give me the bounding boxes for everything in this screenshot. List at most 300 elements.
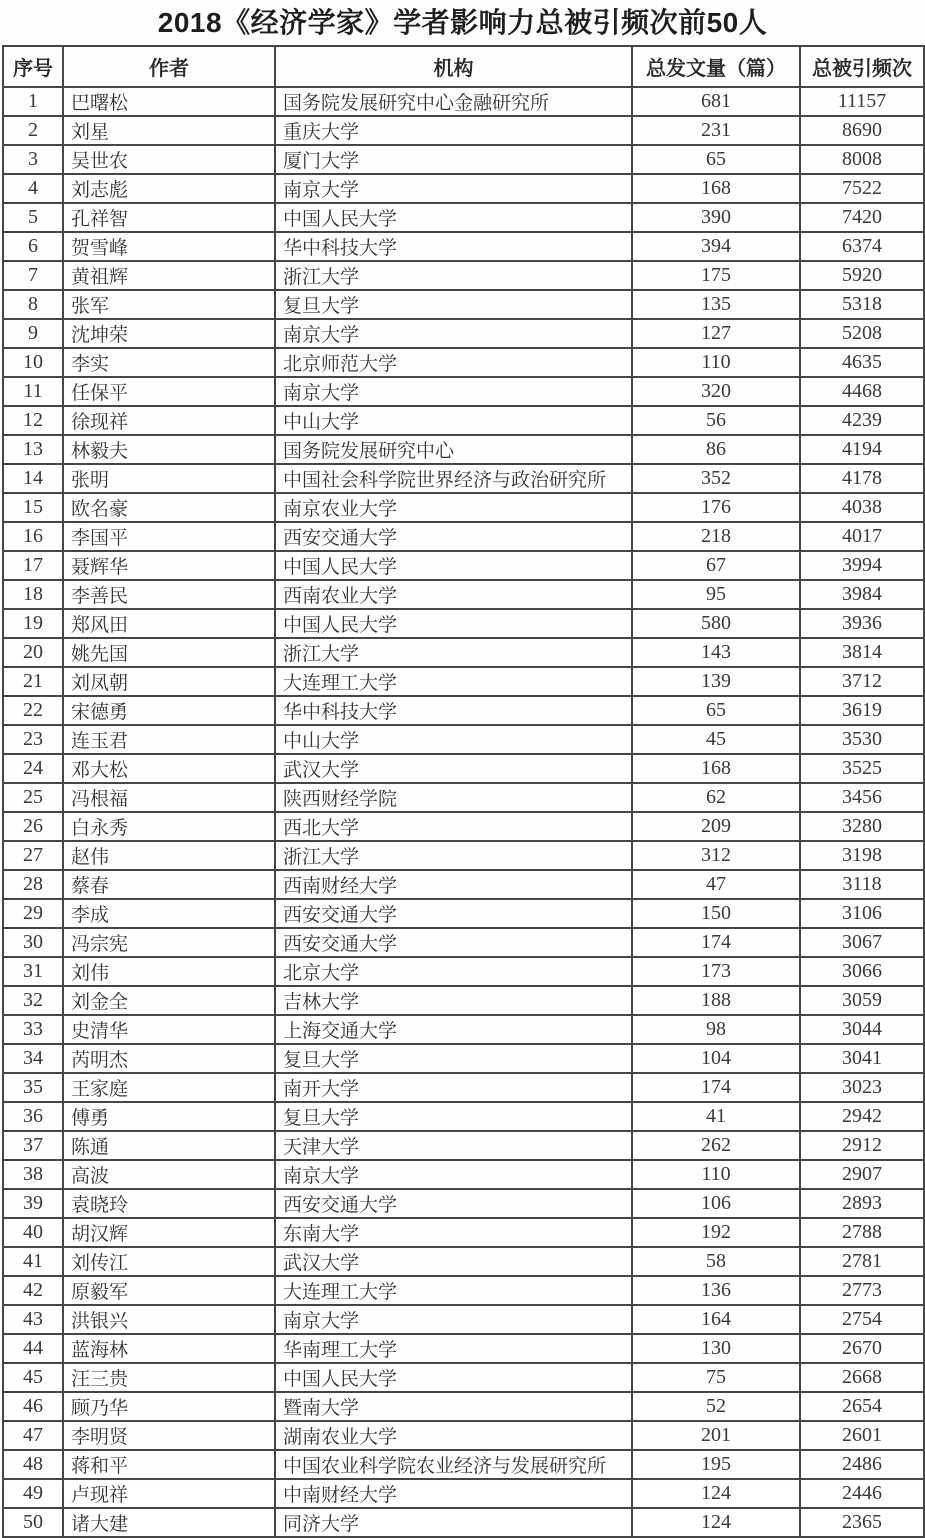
author-cell: 芮明杰: [63, 1044, 275, 1073]
author-cell: 蓝海林: [63, 1334, 275, 1363]
publications-cell: 173: [632, 957, 800, 986]
table-row: [3, 1189, 924, 1218]
institution-cell: 华中科技大学: [275, 696, 632, 725]
publications-cell: 231: [632, 116, 800, 145]
citations-cell: 4468: [800, 377, 924, 406]
rank-cell: 14: [3, 464, 63, 493]
table-row: [3, 116, 924, 145]
publications-cell: 62: [632, 783, 800, 812]
rank-cell: 46: [3, 1392, 63, 1421]
author-cell: 刘伟: [63, 957, 275, 986]
table-row: [3, 899, 924, 928]
publications-cell: 98: [632, 1015, 800, 1044]
institution-cell: 暨南大学: [275, 1392, 632, 1421]
publications-cell: 164: [632, 1305, 800, 1334]
author-cell: 聂辉华: [63, 551, 275, 580]
publications-cell: 175: [632, 261, 800, 290]
rank-cell: 9: [3, 319, 63, 348]
citations-cell: 4017: [800, 522, 924, 551]
author-cell: 宋德勇: [63, 696, 275, 725]
table-row: [3, 1508, 924, 1537]
publications-cell: 209: [632, 812, 800, 841]
table-row: [3, 348, 924, 377]
author-cell: 李实: [63, 348, 275, 377]
rank-cell: 21: [3, 667, 63, 696]
publications-cell: 192: [632, 1218, 800, 1247]
table-row: [3, 1305, 924, 1334]
table-row: [3, 1073, 924, 1102]
rank-cell: 6: [3, 232, 63, 261]
header-author: 作者: [63, 46, 275, 87]
publications-cell: 168: [632, 754, 800, 783]
rank-cell: 8: [3, 290, 63, 319]
author-cell: 李成: [63, 899, 275, 928]
rank-cell: 41: [3, 1247, 63, 1276]
institution-cell: 中国农业科学院农业经济与发展研究所: [275, 1450, 632, 1479]
table-row: [3, 957, 924, 986]
rank-cell: 44: [3, 1334, 63, 1363]
rank-cell: 10: [3, 348, 63, 377]
table-row: [3, 812, 924, 841]
table-row: [3, 1015, 924, 1044]
rank-cell: 39: [3, 1189, 63, 1218]
author-cell: 胡汉辉: [63, 1218, 275, 1247]
rank-cell: 2: [3, 116, 63, 145]
author-cell: 刘星: [63, 116, 275, 145]
table-row: [3, 638, 924, 667]
header-rank: 序号: [3, 46, 63, 87]
citations-cell: 2654: [800, 1392, 924, 1421]
citations-cell: 3041: [800, 1044, 924, 1073]
rank-cell: 42: [3, 1276, 63, 1305]
citations-cell: 3106: [800, 899, 924, 928]
author-cell: 傅勇: [63, 1102, 275, 1131]
rank-cell: 18: [3, 580, 63, 609]
publications-cell: 195: [632, 1450, 800, 1479]
table-row: [3, 87, 924, 116]
citations-cell: 5318: [800, 290, 924, 319]
table-row: [3, 1218, 924, 1247]
author-cell: 李国平: [63, 522, 275, 551]
citations-cell: 6374: [800, 232, 924, 261]
institution-cell: 同济大学: [275, 1508, 632, 1537]
publications-cell: 320: [632, 377, 800, 406]
publications-cell: 176: [632, 493, 800, 522]
institution-cell: 国务院发展研究中心金融研究所: [275, 87, 632, 116]
table-row: [3, 493, 924, 522]
institution-cell: 浙江大学: [275, 841, 632, 870]
rank-cell: 38: [3, 1160, 63, 1189]
institution-cell: 武汉大学: [275, 1247, 632, 1276]
institution-cell: 复旦大学: [275, 290, 632, 319]
rank-cell: 25: [3, 783, 63, 812]
publications-cell: 41: [632, 1102, 800, 1131]
rank-cell: 31: [3, 957, 63, 986]
publications-cell: 262: [632, 1131, 800, 1160]
citations-cell: 3059: [800, 986, 924, 1015]
table-row: [3, 1276, 924, 1305]
institution-cell: 中国人民大学: [275, 551, 632, 580]
institution-cell: 东南大学: [275, 1218, 632, 1247]
table-row: [3, 870, 924, 899]
page-title: 2018《经济学家》学者影响力总被引频次前50人: [157, 7, 768, 38]
institution-cell: 吉林大学: [275, 986, 632, 1015]
header-publications: 总发文量（篇）: [632, 46, 800, 87]
table-row: [3, 696, 924, 725]
citations-cell: 8690: [800, 116, 924, 145]
author-cell: 姚先国: [63, 638, 275, 667]
citations-cell: 8008: [800, 145, 924, 174]
institution-cell: 中国人民大学: [275, 609, 632, 638]
table-body: [3, 87, 924, 1537]
rank-cell: 5: [3, 203, 63, 232]
publications-cell: 52: [632, 1392, 800, 1421]
author-cell: 李善民: [63, 580, 275, 609]
publications-cell: 139: [632, 667, 800, 696]
citations-cell: 2670: [800, 1334, 924, 1363]
publications-cell: 312: [632, 841, 800, 870]
table-row: [3, 522, 924, 551]
table-row: [3, 1160, 924, 1189]
table-row: [3, 551, 924, 580]
institution-cell: 南京农业大学: [275, 493, 632, 522]
publications-cell: 394: [632, 232, 800, 261]
institution-cell: 浙江大学: [275, 638, 632, 667]
institution-cell: 中国社会科学院世界经济与政治研究所: [275, 464, 632, 493]
institution-cell: 西安交通大学: [275, 1189, 632, 1218]
institution-cell: 西安交通大学: [275, 899, 632, 928]
institution-cell: 南京大学: [275, 319, 632, 348]
table-row: [3, 841, 924, 870]
citations-cell: 3619: [800, 696, 924, 725]
table-row: [3, 1247, 924, 1276]
publications-cell: 174: [632, 928, 800, 957]
rank-cell: 36: [3, 1102, 63, 1131]
citations-cell: 2788: [800, 1218, 924, 1247]
rank-cell: 1: [3, 87, 63, 116]
author-cell: 张明: [63, 464, 275, 493]
institution-cell: 上海交通大学: [275, 1015, 632, 1044]
header-institution: 机构: [275, 46, 632, 87]
citations-cell: 2773: [800, 1276, 924, 1305]
citations-cell: 4194: [800, 435, 924, 464]
citations-cell: 2486: [800, 1450, 924, 1479]
citation-ranking-table: [2, 45, 925, 1538]
author-cell: 冯宗宪: [63, 928, 275, 957]
author-cell: 张军: [63, 290, 275, 319]
citations-cell: 5208: [800, 319, 924, 348]
publications-cell: 130: [632, 1334, 800, 1363]
rank-cell: 16: [3, 522, 63, 551]
author-cell: 林毅夫: [63, 435, 275, 464]
institution-cell: 武汉大学: [275, 754, 632, 783]
table-row: [3, 928, 924, 957]
citations-cell: 2754: [800, 1305, 924, 1334]
rank-cell: 24: [3, 754, 63, 783]
author-cell: 巴曙松: [63, 87, 275, 116]
table-row: [3, 1479, 924, 1508]
institution-cell: 中山大学: [275, 406, 632, 435]
table-row: [3, 145, 924, 174]
rank-cell: 37: [3, 1131, 63, 1160]
publications-cell: 86: [632, 435, 800, 464]
institution-cell: 天津大学: [275, 1131, 632, 1160]
publications-cell: 65: [632, 145, 800, 174]
rank-cell: 3: [3, 145, 63, 174]
publications-cell: 106: [632, 1189, 800, 1218]
publications-cell: 580: [632, 609, 800, 638]
citations-cell: 4239: [800, 406, 924, 435]
publications-cell: 67: [632, 551, 800, 580]
publications-cell: 218: [632, 522, 800, 551]
citations-cell: 4038: [800, 493, 924, 522]
rank-cell: 43: [3, 1305, 63, 1334]
author-cell: 陈通: [63, 1131, 275, 1160]
author-cell: 汪三贵: [63, 1363, 275, 1392]
author-cell: 冯根福: [63, 783, 275, 812]
author-cell: 赵伟: [63, 841, 275, 870]
author-cell: 刘凤朝: [63, 667, 275, 696]
citations-cell: 3023: [800, 1073, 924, 1102]
publications-cell: 174: [632, 1073, 800, 1102]
table-row: [3, 580, 924, 609]
institution-cell: 浙江大学: [275, 261, 632, 290]
author-cell: 洪银兴: [63, 1305, 275, 1334]
citations-cell: 3814: [800, 638, 924, 667]
publications-cell: 681: [632, 87, 800, 116]
publications-cell: 45: [632, 725, 800, 754]
author-cell: 吴世农: [63, 145, 275, 174]
rank-cell: 32: [3, 986, 63, 1015]
institution-cell: 陕西财经学院: [275, 783, 632, 812]
institution-cell: 南京大学: [275, 377, 632, 406]
citations-cell: 3198: [800, 841, 924, 870]
publications-cell: 104: [632, 1044, 800, 1073]
citations-cell: 3067: [800, 928, 924, 957]
publications-cell: 150: [632, 899, 800, 928]
table-row: [3, 174, 924, 203]
institution-cell: 中国人民大学: [275, 1363, 632, 1392]
institution-cell: 西南农业大学: [275, 580, 632, 609]
table-row: [3, 290, 924, 319]
publications-cell: 127: [632, 319, 800, 348]
institution-cell: 中国人民大学: [275, 203, 632, 232]
publications-cell: 201: [632, 1421, 800, 1450]
publications-cell: 58: [632, 1247, 800, 1276]
table-row: [3, 261, 924, 290]
rank-cell: 29: [3, 899, 63, 928]
rank-cell: 34: [3, 1044, 63, 1073]
rank-cell: 22: [3, 696, 63, 725]
publications-cell: 188: [632, 986, 800, 1015]
table-row: [3, 667, 924, 696]
publications-cell: 95: [632, 580, 800, 609]
table-row: [3, 754, 924, 783]
rank-cell: 47: [3, 1421, 63, 1450]
table-row: [3, 609, 924, 638]
rank-cell: 17: [3, 551, 63, 580]
publications-cell: 65: [632, 696, 800, 725]
publications-cell: 75: [632, 1363, 800, 1392]
table-row: [3, 783, 924, 812]
table-row: [3, 232, 924, 261]
author-cell: 卢现祥: [63, 1479, 275, 1508]
rank-cell: 26: [3, 812, 63, 841]
institution-cell: 南京大学: [275, 1160, 632, 1189]
table-row: [3, 1363, 924, 1392]
publications-cell: 135: [632, 290, 800, 319]
rank-cell: 20: [3, 638, 63, 667]
publications-cell: 168: [632, 174, 800, 203]
citations-cell: 3456: [800, 783, 924, 812]
table-row: [3, 319, 924, 348]
table-row: [3, 1450, 924, 1479]
institution-cell: 西安交通大学: [275, 522, 632, 551]
rank-cell: 48: [3, 1450, 63, 1479]
author-cell: 连玉君: [63, 725, 275, 754]
citations-cell: 3044: [800, 1015, 924, 1044]
institution-cell: 华南理工大学: [275, 1334, 632, 1363]
citations-cell: 7522: [800, 174, 924, 203]
citations-cell: 3118: [800, 870, 924, 899]
rank-cell: 19: [3, 609, 63, 638]
table-row: [3, 203, 924, 232]
publications-cell: 110: [632, 1160, 800, 1189]
citations-cell: 4178: [800, 464, 924, 493]
citations-cell: 2446: [800, 1479, 924, 1508]
institution-cell: 北京大学: [275, 957, 632, 986]
rank-cell: 30: [3, 928, 63, 957]
rank-cell: 12: [3, 406, 63, 435]
institution-cell: 复旦大学: [275, 1102, 632, 1131]
rank-cell: 11: [3, 377, 63, 406]
author-cell: 诸大建: [63, 1508, 275, 1537]
table-row: [3, 435, 924, 464]
institution-cell: 南开大学: [275, 1073, 632, 1102]
institution-cell: 厦门大学: [275, 145, 632, 174]
rank-cell: 45: [3, 1363, 63, 1392]
author-cell: 刘传江: [63, 1247, 275, 1276]
institution-cell: 大连理工大学: [275, 667, 632, 696]
citations-cell: 2365: [800, 1508, 924, 1537]
publications-cell: 143: [632, 638, 800, 667]
rank-cell: 13: [3, 435, 63, 464]
publications-cell: 124: [632, 1479, 800, 1508]
author-cell: 白永秀: [63, 812, 275, 841]
author-cell: 原毅军: [63, 1276, 275, 1305]
institution-cell: 北京师范大学: [275, 348, 632, 377]
publications-cell: 56: [632, 406, 800, 435]
institution-cell: 复旦大学: [275, 1044, 632, 1073]
rank-cell: 23: [3, 725, 63, 754]
table-row: [3, 725, 924, 754]
author-cell: 沈坤荣: [63, 319, 275, 348]
author-cell: 袁晓玲: [63, 1189, 275, 1218]
author-cell: 贺雪峰: [63, 232, 275, 261]
citations-cell: 2601: [800, 1421, 924, 1450]
citations-cell: 3280: [800, 812, 924, 841]
author-cell: 王家庭: [63, 1073, 275, 1102]
institution-cell: 中南财经大学: [275, 1479, 632, 1508]
table-header-row: [3, 46, 924, 87]
rank-cell: 27: [3, 841, 63, 870]
author-cell: 李明贤: [63, 1421, 275, 1450]
publications-cell: 136: [632, 1276, 800, 1305]
citations-cell: 3530: [800, 725, 924, 754]
table-row: [3, 1334, 924, 1363]
institution-cell: 西北大学: [275, 812, 632, 841]
publications-cell: 124: [632, 1508, 800, 1537]
citations-cell: 7420: [800, 203, 924, 232]
author-cell: 徐现祥: [63, 406, 275, 435]
citations-cell: 2942: [800, 1102, 924, 1131]
author-cell: 高波: [63, 1160, 275, 1189]
institution-cell: 大连理工大学: [275, 1276, 632, 1305]
citations-cell: 3712: [800, 667, 924, 696]
institution-cell: 南京大学: [275, 174, 632, 203]
publications-cell: 390: [632, 203, 800, 232]
table-row: [3, 1131, 924, 1160]
citations-cell: 2781: [800, 1247, 924, 1276]
table-row: [3, 464, 924, 493]
author-cell: 蔡春: [63, 870, 275, 899]
citations-cell: 3525: [800, 754, 924, 783]
table-row: [3, 1102, 924, 1131]
publications-cell: 47: [632, 870, 800, 899]
author-cell: 邓大松: [63, 754, 275, 783]
institution-cell: 国务院发展研究中心: [275, 435, 632, 464]
institution-cell: 西安交通大学: [275, 928, 632, 957]
rank-cell: 4: [3, 174, 63, 203]
table-row: [3, 1392, 924, 1421]
citations-cell: 3066: [800, 957, 924, 986]
citations-cell: 2912: [800, 1131, 924, 1160]
citations-cell: 5920: [800, 261, 924, 290]
citations-cell: 4635: [800, 348, 924, 377]
author-cell: 黄祖辉: [63, 261, 275, 290]
publications-cell: 110: [632, 348, 800, 377]
citations-cell: 11157: [800, 87, 924, 116]
rank-cell: 35: [3, 1073, 63, 1102]
citations-cell: 2893: [800, 1189, 924, 1218]
citations-cell: 2668: [800, 1363, 924, 1392]
author-cell: 孔祥智: [63, 203, 275, 232]
author-cell: 顾乃华: [63, 1392, 275, 1421]
institution-cell: 中山大学: [275, 725, 632, 754]
rank-cell: 50: [3, 1508, 63, 1537]
table-row: [3, 1421, 924, 1450]
citations-cell: 3936: [800, 609, 924, 638]
header-citations: 总被引频次: [800, 46, 924, 87]
rank-cell: 7: [3, 261, 63, 290]
author-cell: 任保平: [63, 377, 275, 406]
rank-cell: 28: [3, 870, 63, 899]
table-row: [3, 986, 924, 1015]
table-row: [3, 406, 924, 435]
table-row: [3, 377, 924, 406]
author-cell: 蒋和平: [63, 1450, 275, 1479]
rank-cell: 15: [3, 493, 63, 522]
institution-cell: 西南财经大学: [275, 870, 632, 899]
rank-cell: 49: [3, 1479, 63, 1508]
author-cell: 郑风田: [63, 609, 275, 638]
table-row: [3, 1044, 924, 1073]
institution-cell: 华中科技大学: [275, 232, 632, 261]
publications-cell: 352: [632, 464, 800, 493]
author-cell: 刘金全: [63, 986, 275, 1015]
author-cell: 欧名豪: [63, 493, 275, 522]
author-cell: 史清华: [63, 1015, 275, 1044]
